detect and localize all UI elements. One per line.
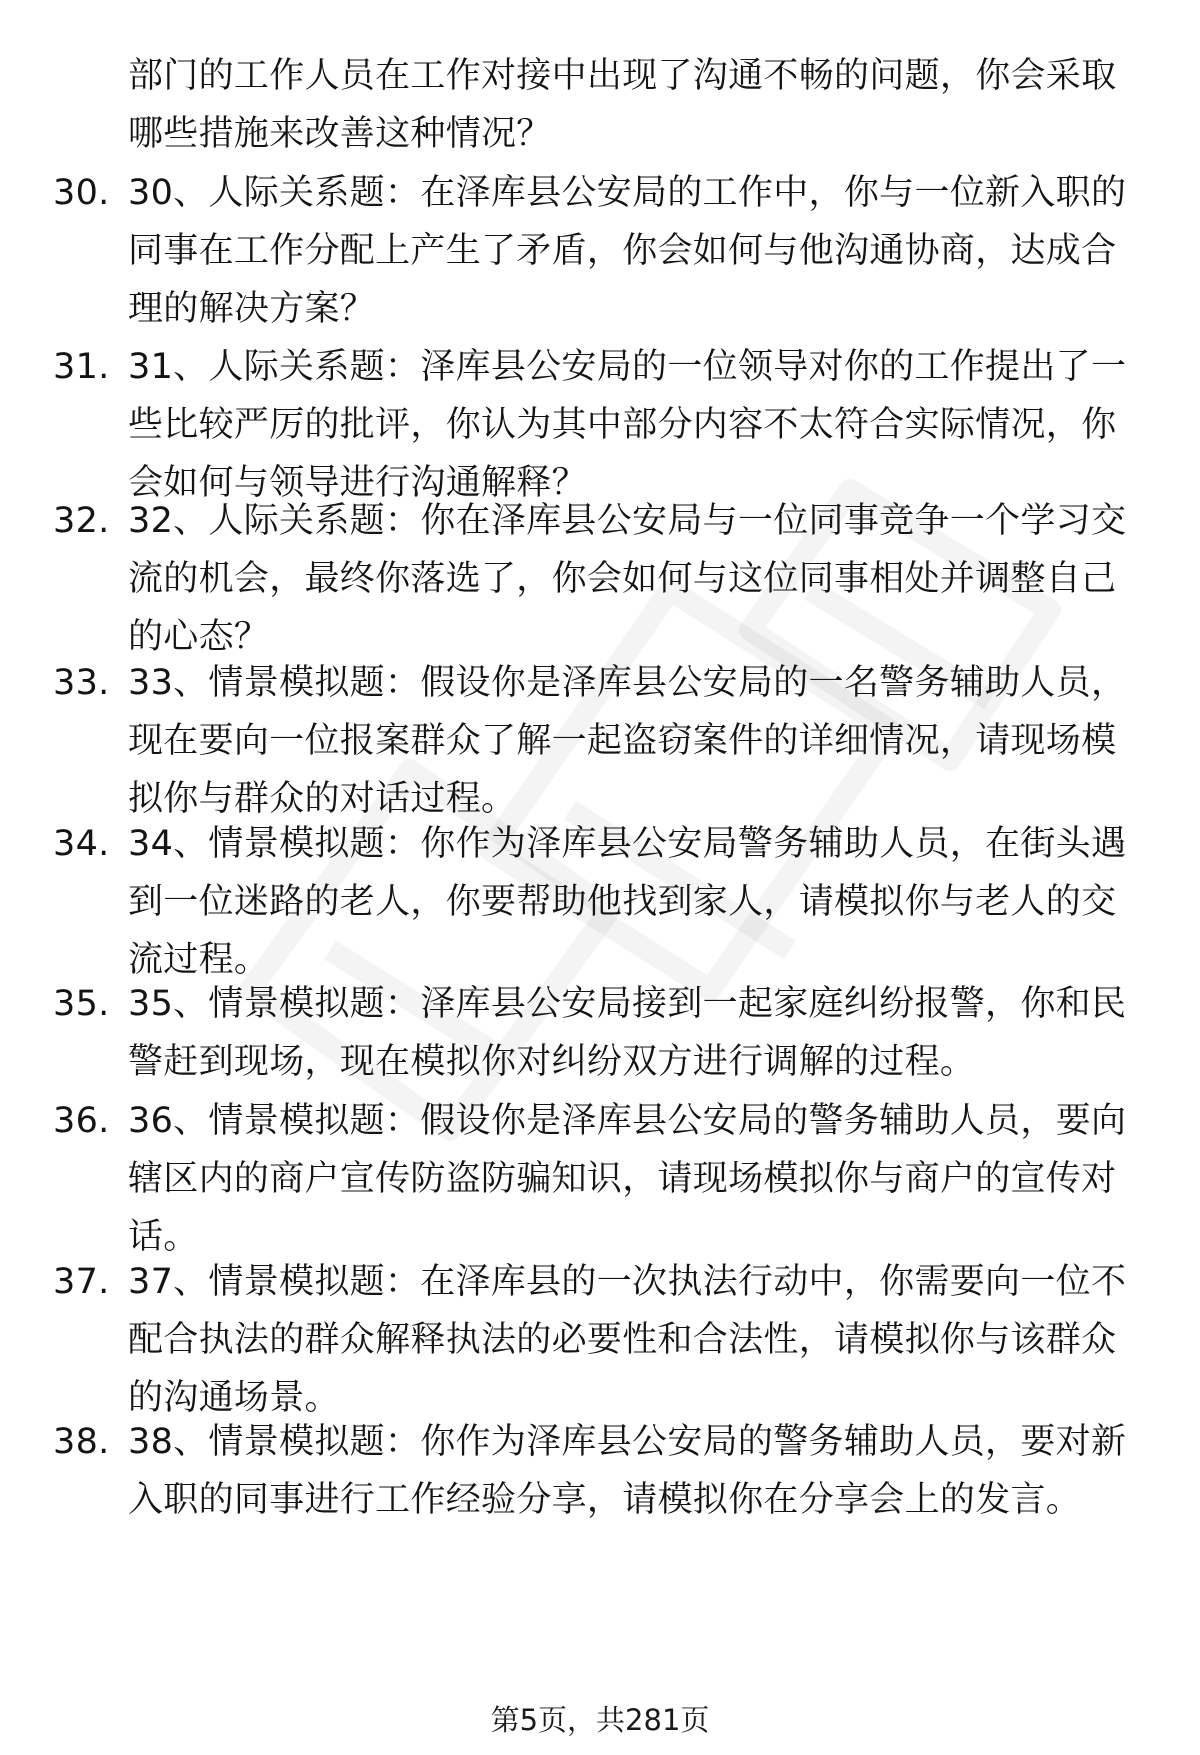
question-text-line: 35、情景模拟题：泽库县公安局接到一起家庭纠纷报警，你和民 (128, 984, 1127, 1024)
question-text-line: 流过程。 (128, 940, 270, 980)
question-text-line: 入职的同事进行工作经验分享，请模拟你在分享会上的发言。 (128, 1480, 1082, 1520)
question-number: 33. (53, 663, 110, 703)
question-text-line: 流的机会，最终你落选了，你会如何与这位同事相处并调整自己 (128, 559, 1117, 599)
question-number: 35. (53, 984, 110, 1024)
question-number: 32. (53, 501, 110, 541)
question-text-line: 33、情景模拟题：假设你是泽库县公安局的一名警务辅助人员， (128, 663, 1127, 703)
question-text-line: 拟你与群众的对话过程。 (128, 779, 517, 819)
question-text-line: 部门的工作人员在工作对接中出现了沟通不畅的问题，你会采取 (128, 56, 1117, 96)
question-text-line: 30、人际关系题：在泽库县公安局的工作中，你与一位新入职的 (128, 173, 1127, 213)
question-text-line: 警赶到现场，现在模拟你对纠纷双方进行调解的过程。 (128, 1042, 976, 1082)
question-text-line: 哪些措施来改善这种情况？ (128, 114, 552, 154)
question-text-line: 现在要向一位报案群众了解一起盗窃案件的详细情况，请现场模 (128, 721, 1117, 761)
question-number: 38. (53, 1422, 110, 1462)
question-text-line: 话。 (128, 1217, 199, 1257)
question-text-line: 的沟通场景。 (128, 1378, 340, 1418)
question-text-line: 31、人际关系题：泽库县公安局的一位领导对你的工作提出了一 (128, 347, 1127, 387)
question-number: 36. (53, 1101, 110, 1141)
question-text-line: 同事在工作分配上产生了矛盾，你会如何与他沟通协商，达成合 (128, 231, 1117, 271)
question-text-line: 些比较严厉的批评，你认为其中部分内容不太符合实际情况，你 (128, 405, 1117, 445)
question-number: 30. (53, 173, 110, 213)
question-text-line: 34、情景模拟题：你作为泽库县公安局警务辅助人员，在街头遇 (128, 824, 1127, 864)
question-text-line: 38、情景模拟题：你作为泽库县公安局的警务辅助人员，要对新 (128, 1422, 1127, 1462)
page-number-footer: 第5页，共281页 (490, 1703, 710, 1737)
question-number: 37. (53, 1262, 110, 1302)
question-text-line: 会如何与领导进行沟通解释？ (128, 463, 587, 503)
question-text-line: 37、情景模拟题：在泽库县的一次执法行动中，你需要向一位不 (128, 1262, 1127, 1302)
question-text-line: 36、情景模拟题：假设你是泽库县公安局的警务辅助人员，要向 (128, 1101, 1127, 1141)
question-text-line: 理的解决方案？ (128, 289, 376, 329)
question-text-line: 辖区内的商户宣传防盗防骗知识，请现场模拟你与商户的宣传对 (128, 1159, 1117, 1199)
question-text-line: 到一位迷路的老人，你要帮助他找到家人，请模拟你与老人的交 (128, 882, 1117, 922)
question-text-line: 的心态？ (128, 617, 270, 657)
question-number: 34. (53, 824, 110, 864)
question-text-line: 32、人际关系题：你在泽库县公安局与一位同事竞争一个学习交 (128, 501, 1127, 541)
question-text-line: 配合执法的群众解释执法的必要性和合法性，请模拟你与该群众 (128, 1320, 1117, 1360)
question-number: 31. (53, 347, 110, 387)
